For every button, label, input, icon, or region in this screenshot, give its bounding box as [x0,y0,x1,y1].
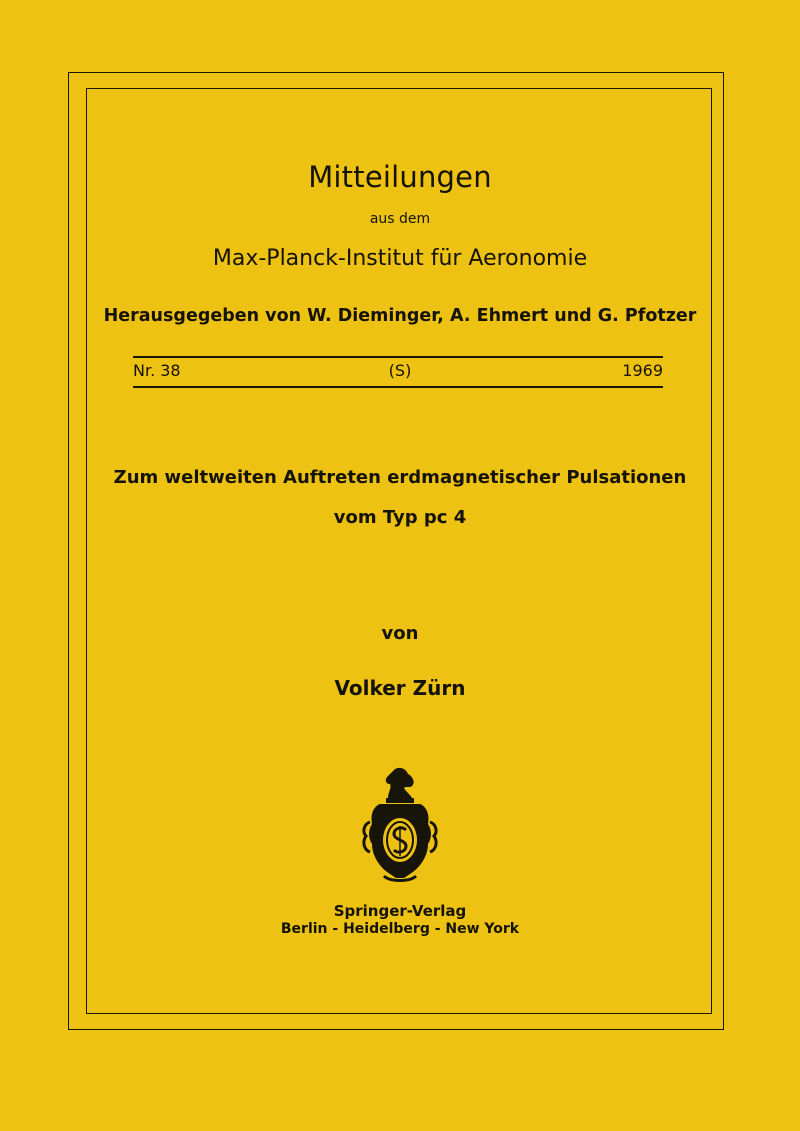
issue-number: Nr. 38 [133,361,181,380]
publisher-name: Springer-Verlag [333,902,467,920]
work-title-line2: vom Typ pc 4 [333,507,467,528]
springer-knight-icon [360,766,440,886]
editors-line: Herausgegeben von W. Dieminger, A. Ehmert und G. Pfotzer [103,306,697,326]
issue-year: 1969 [622,361,663,380]
work-title-line1: Zum weltweiten Auftreten erdmagnetischer Pulsationen [113,467,687,488]
institute-name: Max-Planck-Institut für Aeronomie [212,246,588,271]
author-name: Volker Zürn [334,676,466,700]
issue-series-code: (S) [388,361,412,380]
by-label: von [381,623,419,644]
series-subtitle: aus dem [369,211,431,227]
publisher-cities: Berlin - Heidelberg - New York [280,921,520,937]
top-rule [133,356,663,358]
series-title: Mitteilungen [308,160,492,194]
bottom-rule [133,386,663,388]
